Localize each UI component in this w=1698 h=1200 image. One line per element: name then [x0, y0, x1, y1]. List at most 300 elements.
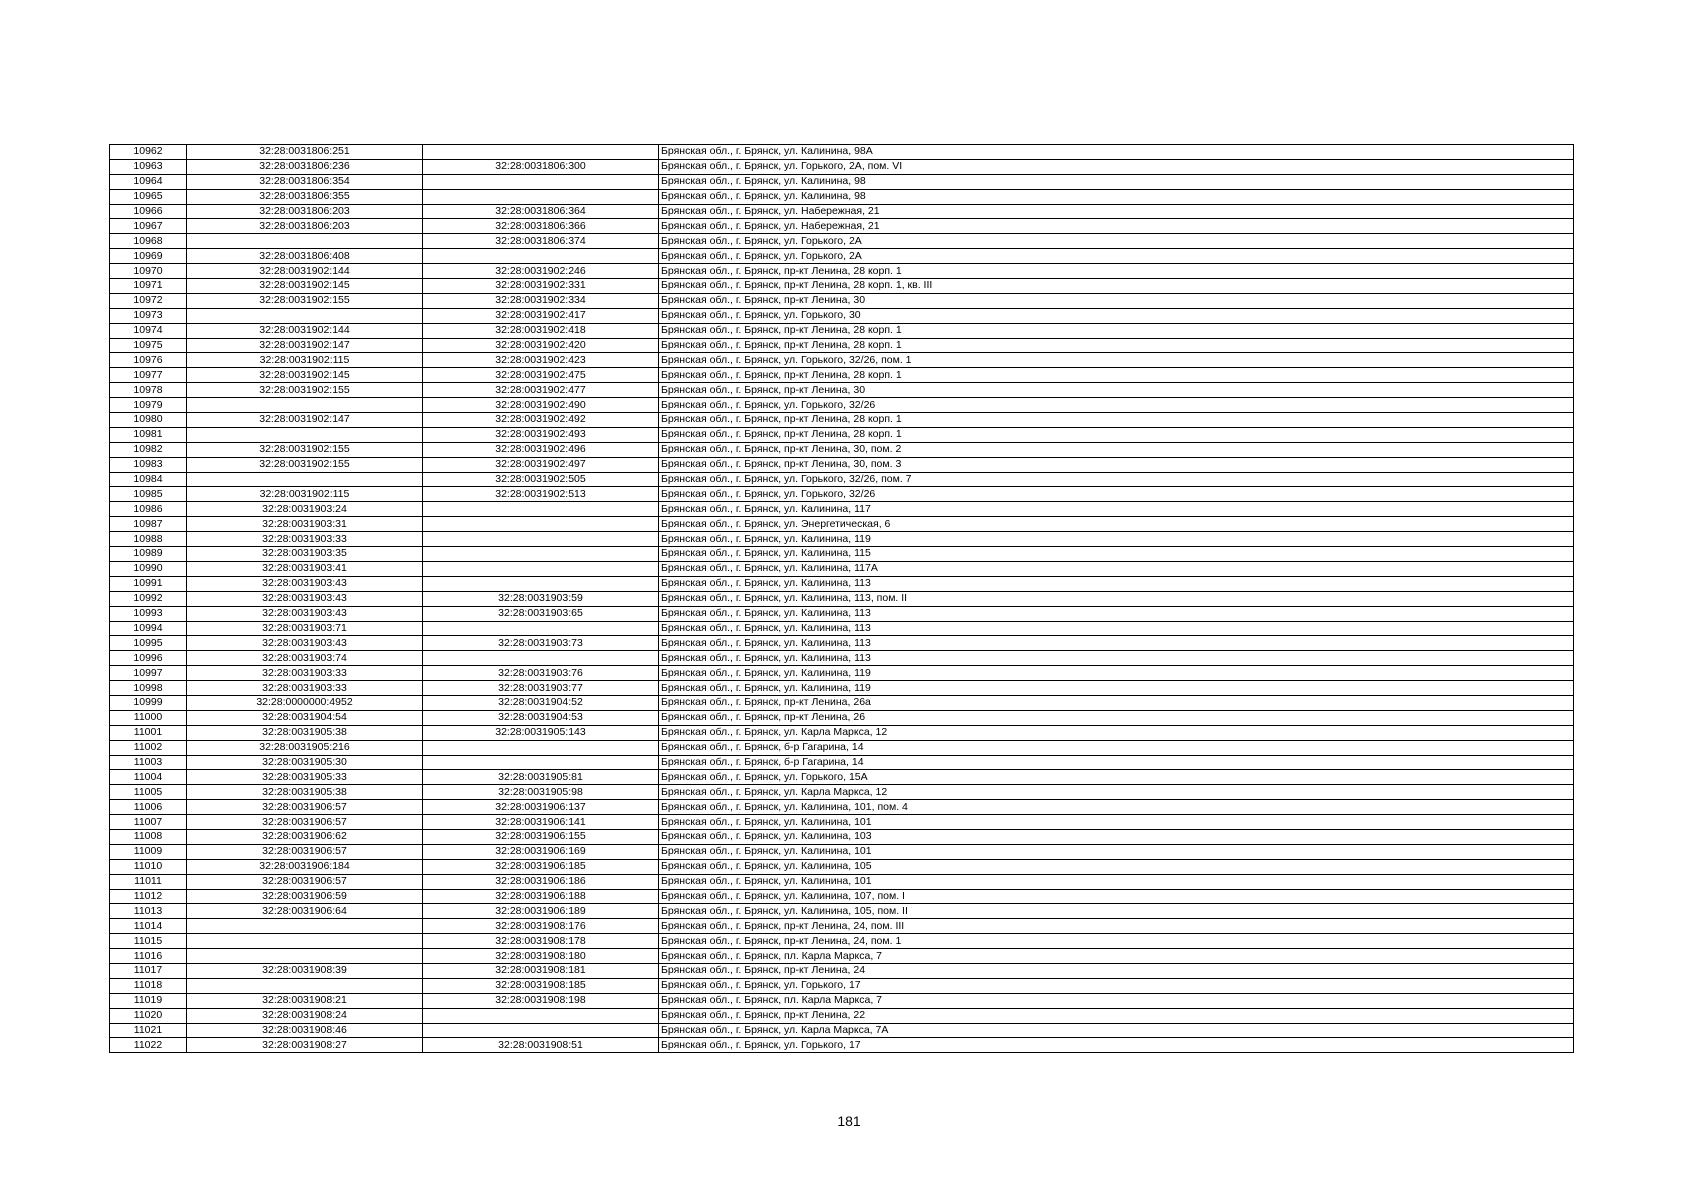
related-cadastral-number-cell	[423, 145, 659, 160]
table-row	[110, 353, 1574, 368]
related-cadastral-number-cell: 32:28:0031908:176	[423, 919, 659, 934]
table-row	[110, 666, 1574, 681]
related-cadastral-number-cell: 32:28:0031902:496	[423, 442, 659, 457]
cadastral-number-cell: 32:28:0031908:24	[187, 1008, 423, 1023]
address-cell: Брянская обл., г. Брянск, пр-кт Ленина, 24, пом. III	[659, 919, 1574, 934]
cadastral-number-cell: 32:28:0031908:21	[187, 993, 423, 1008]
table-row	[110, 695, 1574, 710]
row-number-cell: 10985	[110, 487, 187, 502]
table-row	[110, 561, 1574, 576]
table-row	[110, 1038, 1574, 1053]
address-cell: Брянская обл., г. Брянск, ул. Калинина, 119	[659, 666, 1574, 681]
table-row	[110, 919, 1574, 934]
table-row	[110, 800, 1574, 815]
table-row	[110, 1023, 1574, 1038]
cadastral-number-cell	[187, 234, 423, 249]
cadastral-number-cell: 32:28:0031903:43	[187, 636, 423, 651]
related-cadastral-number-cell: 32:28:0031906:137	[423, 800, 659, 815]
related-cadastral-number-cell	[423, 532, 659, 547]
address-cell: Брянская обл., г. Брянск, ул. Калинина, 98	[659, 174, 1574, 189]
table-row	[110, 636, 1574, 651]
registry-table	[109, 144, 1574, 1053]
related-cadastral-number-cell: 32:28:0031902:513	[423, 487, 659, 502]
row-number-cell: 11020	[110, 1008, 187, 1023]
related-cadastral-number-cell: 32:28:0031806:300	[423, 159, 659, 174]
table-row	[110, 547, 1574, 562]
table-row	[110, 308, 1574, 323]
address-cell: Брянская обл., г. Брянск, пр-кт Ленина, 24	[659, 963, 1574, 978]
address-cell: Брянская обл., г. Брянск, ул. Калинина, 98А	[659, 145, 1574, 160]
related-cadastral-number-cell: 32:28:0031908:185	[423, 978, 659, 993]
address-cell: Брянская обл., г. Брянск, пл. Карла Маркса, 7	[659, 949, 1574, 964]
cadastral-number-cell: 32:28:0031908:46	[187, 1023, 423, 1038]
address-cell: Брянская обл., г. Брянск, ул. Карла Маркса, 12	[659, 725, 1574, 740]
row-number-cell: 11007	[110, 815, 187, 830]
table-row	[110, 442, 1574, 457]
cadastral-number-cell: 32:28:0031902:145	[187, 279, 423, 294]
row-number-cell: 10987	[110, 517, 187, 532]
address-cell: Брянская обл., г. Брянск, пр-кт Ленина, 24, пом. 1	[659, 934, 1574, 949]
table-row	[110, 264, 1574, 279]
cadastral-number-cell: 32:28:0031908:39	[187, 963, 423, 978]
related-cadastral-number-cell: 32:28:0031905:98	[423, 785, 659, 800]
cadastral-number-cell: 32:28:0031905:30	[187, 755, 423, 770]
related-cadastral-number-cell: 32:28:0031903:73	[423, 636, 659, 651]
related-cadastral-number-cell: 32:28:0031806:374	[423, 234, 659, 249]
address-cell: Брянская обл., г. Брянск, ул. Горького, 2А, пом. VI	[659, 159, 1574, 174]
related-cadastral-number-cell: 32:28:0031902:423	[423, 353, 659, 368]
row-number-cell: 10983	[110, 457, 187, 472]
cadastral-number-cell	[187, 949, 423, 964]
cadastral-number-cell	[187, 427, 423, 442]
row-number-cell: 10964	[110, 174, 187, 189]
cadastral-number-cell: 32:28:0031903:24	[187, 502, 423, 517]
table-row	[110, 293, 1574, 308]
row-number-cell: 10993	[110, 606, 187, 621]
related-cadastral-number-cell: 32:28:0031806:366	[423, 219, 659, 234]
row-number-cell: 11001	[110, 725, 187, 740]
cadastral-number-cell: 32:28:0031905:216	[187, 740, 423, 755]
table-row	[110, 770, 1574, 785]
related-cadastral-number-cell: 32:28:0031902:475	[423, 368, 659, 383]
row-number-cell: 10978	[110, 383, 187, 398]
address-cell: Брянская обл., г. Брянск, ул. Горького, 17	[659, 1038, 1574, 1053]
cadastral-number-cell: 32:28:0031905:33	[187, 770, 423, 785]
cadastral-number-cell: 32:28:0031903:43	[187, 591, 423, 606]
table-row	[110, 204, 1574, 219]
related-cadastral-number-cell: 32:28:0031904:53	[423, 710, 659, 725]
row-number-cell: 10984	[110, 472, 187, 487]
address-cell: Брянская обл., г. Брянск, пр-кт Ленина, 28 корп. 1	[659, 427, 1574, 442]
related-cadastral-number-cell	[423, 517, 659, 532]
row-number-cell: 10970	[110, 264, 187, 279]
related-cadastral-number-cell	[423, 621, 659, 636]
table-row	[110, 517, 1574, 532]
row-number-cell: 11016	[110, 949, 187, 964]
address-cell: Брянская обл., г. Брянск, пр-кт Ленина, 30, пом. 2	[659, 442, 1574, 457]
row-number-cell: 10976	[110, 353, 187, 368]
row-number-cell: 11021	[110, 1023, 187, 1038]
row-number-cell: 10999	[110, 695, 187, 710]
related-cadastral-number-cell: 32:28:0031902:497	[423, 457, 659, 472]
row-number-cell: 11017	[110, 963, 187, 978]
address-cell: Брянская обл., г. Брянск, ул. Калинина, 113	[659, 636, 1574, 651]
related-cadastral-number-cell: 32:28:0031904:52	[423, 695, 659, 710]
row-number-cell: 10995	[110, 636, 187, 651]
cadastral-number-cell: 32:28:0031806:203	[187, 219, 423, 234]
address-cell: Брянская обл., г. Брянск, пр-кт Ленина, 30, пом. 3	[659, 457, 1574, 472]
row-number-cell: 10965	[110, 189, 187, 204]
table-row	[110, 279, 1574, 294]
cadastral-number-cell: 32:28:0031906:57	[187, 815, 423, 830]
row-number-cell: 10986	[110, 502, 187, 517]
address-cell: Брянская обл., г. Брянск, ул. Калинина, 119	[659, 532, 1574, 547]
row-number-cell: 11014	[110, 919, 187, 934]
cadastral-number-cell: 32:28:0031806:236	[187, 159, 423, 174]
row-number-cell: 11000	[110, 710, 187, 725]
address-cell: Брянская обл., г. Брянск, ул. Калинина, 117А	[659, 561, 1574, 576]
row-number-cell: 10968	[110, 234, 187, 249]
address-cell: Брянская обл., г. Брянск, ул. Калинина, 115	[659, 547, 1574, 562]
row-number-cell: 10972	[110, 293, 187, 308]
row-number-cell: 11011	[110, 874, 187, 889]
address-cell: Брянская обл., г. Брянск, ул. Калинина, 107, пом. I	[659, 889, 1574, 904]
related-cadastral-number-cell: 32:28:0031906:188	[423, 889, 659, 904]
related-cadastral-number-cell: 32:28:0031908:181	[423, 963, 659, 978]
table-row	[110, 413, 1574, 428]
related-cadastral-number-cell	[423, 174, 659, 189]
related-cadastral-number-cell: 32:28:0031902:246	[423, 264, 659, 279]
address-cell: Брянская обл., г. Брянск, ул. Калинина, 101, пом. 4	[659, 800, 1574, 815]
registry-body	[110, 145, 1574, 1053]
row-number-cell: 10963	[110, 159, 187, 174]
row-number-cell: 10962	[110, 145, 187, 160]
cadastral-number-cell: 32:28:0031902:147	[187, 413, 423, 428]
cadastral-number-cell: 32:28:0031906:57	[187, 844, 423, 859]
address-cell: Брянская обл., г. Брянск, ул. Калинина, 105	[659, 859, 1574, 874]
row-number-cell: 10977	[110, 368, 187, 383]
address-cell: Брянская обл., г. Брянск, ул. Калинина, 101	[659, 815, 1574, 830]
cadastral-number-cell: 32:28:0031903:33	[187, 532, 423, 547]
page-number: 181	[837, 1113, 861, 1129]
table-row	[110, 651, 1574, 666]
address-cell: Брянская обл., г. Брянск, пр-кт Ленина, 28 корп. 1	[659, 323, 1574, 338]
cadastral-number-cell: 32:28:0031906:64	[187, 904, 423, 919]
row-number-cell: 11004	[110, 770, 187, 785]
table-row	[110, 398, 1574, 413]
related-cadastral-number-cell: 32:28:0031902:418	[423, 323, 659, 338]
row-number-cell: 10966	[110, 204, 187, 219]
row-number-cell: 10990	[110, 561, 187, 576]
address-cell: Брянская обл., г. Брянск, пр-кт Ленина, 22	[659, 1008, 1574, 1023]
address-cell: Брянская обл., г. Брянск, пр-кт Ленина, 28 корп. 1	[659, 264, 1574, 279]
address-cell: Брянская обл., г. Брянск, пр-кт Ленина, 28 корп. 1	[659, 413, 1574, 428]
address-cell: Брянская обл., г. Брянск, ул. Карла Маркса, 12	[659, 785, 1574, 800]
related-cadastral-number-cell: 32:28:0031903:77	[423, 681, 659, 696]
row-number-cell: 11009	[110, 844, 187, 859]
cadastral-number-cell: 32:28:0031902:155	[187, 442, 423, 457]
address-cell: Брянская обл., г. Брянск, ул. Горького, 2А	[659, 249, 1574, 264]
address-cell: Брянская обл., г. Брянск, пр-кт Ленина, 30	[659, 383, 1574, 398]
address-cell: Брянская обл., г. Брянск, ул. Калинина, 113	[659, 651, 1574, 666]
row-number-cell: 11006	[110, 800, 187, 815]
cadastral-number-cell: 32:28:0031903:71	[187, 621, 423, 636]
table-row	[110, 323, 1574, 338]
table-row	[110, 606, 1574, 621]
table-row	[110, 174, 1574, 189]
table-row	[110, 829, 1574, 844]
address-cell: Брянская обл., г. Брянск, ул. Горького, 2А	[659, 234, 1574, 249]
related-cadastral-number-cell	[423, 189, 659, 204]
related-cadastral-number-cell: 32:28:0031903:59	[423, 591, 659, 606]
cadastral-number-cell: 32:28:0031902:144	[187, 323, 423, 338]
table-row	[110, 472, 1574, 487]
address-cell: Брянская обл., г. Брянск, ул. Горького, 15А	[659, 770, 1574, 785]
address-cell: Брянская обл., г. Брянск, б-р Гагарина, 14	[659, 740, 1574, 755]
related-cadastral-number-cell: 32:28:0031902:420	[423, 338, 659, 353]
row-number-cell: 10988	[110, 532, 187, 547]
address-cell: Брянская обл., г. Брянск, ул. Горького, 30	[659, 308, 1574, 323]
row-number-cell: 11002	[110, 740, 187, 755]
address-cell: Брянская обл., г. Брянск, ул. Калинина, 113	[659, 606, 1574, 621]
address-cell: Брянская обл., г. Брянск, ул. Горького, 32/26, пом. 1	[659, 353, 1574, 368]
related-cadastral-number-cell: 32:28:0031906:141	[423, 815, 659, 830]
table-row	[110, 487, 1574, 502]
address-cell: Брянская обл., г. Брянск, б-р Гагарина, 14	[659, 755, 1574, 770]
row-number-cell: 11018	[110, 978, 187, 993]
row-number-cell: 10997	[110, 666, 187, 681]
table-row	[110, 904, 1574, 919]
row-number-cell: 11005	[110, 785, 187, 800]
address-cell: Брянская обл., г. Брянск, ул. Горького, 17	[659, 978, 1574, 993]
address-cell: Брянская обл., г. Брянск, пр-кт Ленина, 26а	[659, 695, 1574, 710]
cadastral-number-cell: 32:28:0031902:155	[187, 457, 423, 472]
cadastral-number-cell: 32:28:0031903:43	[187, 576, 423, 591]
related-cadastral-number-cell: 32:28:0031806:364	[423, 204, 659, 219]
row-number-cell: 10981	[110, 427, 187, 442]
row-number-cell: 10996	[110, 651, 187, 666]
table-row	[110, 145, 1574, 160]
address-cell: Брянская обл., г. Брянск, пр-кт Ленина, 28 корп. 1, кв. III	[659, 279, 1574, 294]
address-cell: Брянская обл., г. Брянск, ул. Калинина, 101	[659, 874, 1574, 889]
table-row	[110, 949, 1574, 964]
table-row	[110, 755, 1574, 770]
related-cadastral-number-cell	[423, 1008, 659, 1023]
cadastral-number-cell: 32:28:0031906:59	[187, 889, 423, 904]
related-cadastral-number-cell: 32:28:0031902:334	[423, 293, 659, 308]
row-number-cell: 10992	[110, 591, 187, 606]
table-row	[110, 681, 1574, 696]
cadastral-number-cell: 32:28:0031902:147	[187, 338, 423, 353]
table-row	[110, 457, 1574, 472]
cadastral-number-cell: 32:28:0031905:38	[187, 725, 423, 740]
table-row	[110, 978, 1574, 993]
row-number-cell: 10989	[110, 547, 187, 562]
row-number-cell: 10974	[110, 323, 187, 338]
cadastral-number-cell: 32:28:0031806:354	[187, 174, 423, 189]
table-row	[110, 219, 1574, 234]
cadastral-number-cell	[187, 919, 423, 934]
address-cell: Брянская обл., г. Брянск, ул. Набережная, 21	[659, 204, 1574, 219]
address-cell: Брянская обл., г. Брянск, ул. Калинина, 113	[659, 576, 1574, 591]
related-cadastral-number-cell: 32:28:0031902:505	[423, 472, 659, 487]
row-number-cell: 10980	[110, 413, 187, 428]
address-cell: Брянская обл., г. Брянск, ул. Калинина, 98	[659, 189, 1574, 204]
related-cadastral-number-cell	[423, 547, 659, 562]
row-number-cell: 10969	[110, 249, 187, 264]
address-cell: Брянская обл., г. Брянск, ул. Калинина, 117	[659, 502, 1574, 517]
cadastral-number-cell: 32:28:0031906:62	[187, 829, 423, 844]
table-row	[110, 815, 1574, 830]
cadastral-number-cell	[187, 978, 423, 993]
row-number-cell: 11010	[110, 859, 187, 874]
related-cadastral-number-cell	[423, 651, 659, 666]
cadastral-number-cell: 32:28:0031806:355	[187, 189, 423, 204]
table-row	[110, 993, 1574, 1008]
address-cell: Брянская обл., г. Брянск, пр-кт Ленина, 28 корп. 1	[659, 338, 1574, 353]
row-number-cell: 11012	[110, 889, 187, 904]
table-row	[110, 710, 1574, 725]
row-number-cell: 11019	[110, 993, 187, 1008]
related-cadastral-number-cell: 32:28:0031905:143	[423, 725, 659, 740]
cadastral-number-cell: 32:28:0031903:43	[187, 606, 423, 621]
cadastral-number-cell: 32:28:0031908:27	[187, 1038, 423, 1053]
table-row	[110, 621, 1574, 636]
related-cadastral-number-cell	[423, 1023, 659, 1038]
cadastral-number-cell: 32:28:0031902:155	[187, 293, 423, 308]
table-row	[110, 234, 1574, 249]
table-row	[110, 576, 1574, 591]
related-cadastral-number-cell	[423, 249, 659, 264]
cadastral-number-cell: 32:28:0031806:251	[187, 145, 423, 160]
table-row	[110, 338, 1574, 353]
address-cell: Брянская обл., г. Брянск, пл. Карла Маркса, 7	[659, 993, 1574, 1008]
cadastral-number-cell: 32:28:0031903:35	[187, 547, 423, 562]
address-cell: Брянская обл., г. Брянск, ул. Горького, 32/26	[659, 487, 1574, 502]
row-number-cell: 10967	[110, 219, 187, 234]
row-number-cell: 10979	[110, 398, 187, 413]
related-cadastral-number-cell	[423, 502, 659, 517]
table-row	[110, 368, 1574, 383]
row-number-cell: 11015	[110, 934, 187, 949]
related-cadastral-number-cell	[423, 561, 659, 576]
address-cell: Брянская обл., г. Брянск, ул. Набережная, 21	[659, 219, 1574, 234]
cadastral-number-cell: 32:28:0031904:54	[187, 710, 423, 725]
related-cadastral-number-cell	[423, 740, 659, 755]
table-row	[110, 591, 1574, 606]
related-cadastral-number-cell: 32:28:0031906:169	[423, 844, 659, 859]
related-cadastral-number-cell: 32:28:0031903:76	[423, 666, 659, 681]
cadastral-number-cell: 32:28:0031906:57	[187, 874, 423, 889]
table-row	[110, 725, 1574, 740]
related-cadastral-number-cell: 32:28:0031903:65	[423, 606, 659, 621]
address-cell: Брянская обл., г. Брянск, пр-кт Ленина, 30	[659, 293, 1574, 308]
related-cadastral-number-cell: 32:28:0031906:189	[423, 904, 659, 919]
cadastral-number-cell: 32:28:0031806:203	[187, 204, 423, 219]
cadastral-number-cell: 32:28:0031903:31	[187, 517, 423, 532]
row-number-cell: 10973	[110, 308, 187, 323]
cadastral-number-cell: 32:28:0031902:144	[187, 264, 423, 279]
related-cadastral-number-cell	[423, 755, 659, 770]
related-cadastral-number-cell: 32:28:0031902:492	[423, 413, 659, 428]
table-row	[110, 859, 1574, 874]
cadastral-number-cell: 32:28:0031905:38	[187, 785, 423, 800]
address-cell: Брянская обл., г. Брянск, ул. Калинина, 103	[659, 829, 1574, 844]
related-cadastral-number-cell: 32:28:0031908:180	[423, 949, 659, 964]
address-cell: Брянская обл., г. Брянск, ул. Горького, 32/26	[659, 398, 1574, 413]
row-number-cell: 10971	[110, 279, 187, 294]
table-row	[110, 963, 1574, 978]
address-cell: Брянская обл., г. Брянск, ул. Калинина, 101	[659, 844, 1574, 859]
related-cadastral-number-cell: 32:28:0031902:417	[423, 308, 659, 323]
row-number-cell: 10975	[110, 338, 187, 353]
cadastral-number-cell: 32:28:0031906:184	[187, 859, 423, 874]
related-cadastral-number-cell: 32:28:0031905:81	[423, 770, 659, 785]
table-row	[110, 159, 1574, 174]
related-cadastral-number-cell: 32:28:0031908:51	[423, 1038, 659, 1053]
cadastral-number-cell	[187, 308, 423, 323]
cadastral-number-cell: 32:28:0000000:4952	[187, 695, 423, 710]
related-cadastral-number-cell: 32:28:0031906:155	[423, 829, 659, 844]
address-cell: Брянская обл., г. Брянск, пр-кт Ленина, 26	[659, 710, 1574, 725]
table-row	[110, 889, 1574, 904]
cadastral-number-cell: 32:28:0031903:41	[187, 561, 423, 576]
address-cell: Брянская обл., г. Брянск, пр-кт Ленина, 28 корп. 1	[659, 368, 1574, 383]
row-number-cell: 10998	[110, 681, 187, 696]
row-number-cell: 11013	[110, 904, 187, 919]
cadastral-number-cell	[187, 398, 423, 413]
cadastral-number-cell: 32:28:0031902:115	[187, 353, 423, 368]
related-cadastral-number-cell: 32:28:0031906:185	[423, 859, 659, 874]
address-cell: Брянская обл., г. Брянск, ул. Калинина, 113, пом. II	[659, 591, 1574, 606]
related-cadastral-number-cell: 32:28:0031908:178	[423, 934, 659, 949]
table-row	[110, 874, 1574, 889]
row-number-cell: 11003	[110, 755, 187, 770]
table-row	[110, 785, 1574, 800]
row-number-cell: 10982	[110, 442, 187, 457]
table-row	[110, 189, 1574, 204]
cadastral-number-cell: 32:28:0031902:115	[187, 487, 423, 502]
related-cadastral-number-cell: 32:28:0031906:186	[423, 874, 659, 889]
related-cadastral-number-cell	[423, 576, 659, 591]
address-cell: Брянская обл., г. Брянск, ул. Карла Маркса, 7А	[659, 1023, 1574, 1038]
cadastral-number-cell: 32:28:0031902:145	[187, 368, 423, 383]
table-row	[110, 934, 1574, 949]
cadastral-number-cell: 32:28:0031903:33	[187, 681, 423, 696]
related-cadastral-number-cell: 32:28:0031902:331	[423, 279, 659, 294]
address-cell: Брянская обл., г. Брянск, ул. Калинина, 119	[659, 681, 1574, 696]
row-number-cell: 11008	[110, 829, 187, 844]
cadastral-number-cell: 32:28:0031806:408	[187, 249, 423, 264]
table-row	[110, 1008, 1574, 1023]
related-cadastral-number-cell: 32:28:0031902:477	[423, 383, 659, 398]
table-row	[110, 383, 1574, 398]
address-cell: Брянская обл., г. Брянск, ул. Калинина, 105, пом. II	[659, 904, 1574, 919]
row-number-cell: 10994	[110, 621, 187, 636]
table-row	[110, 427, 1574, 442]
row-number-cell: 10991	[110, 576, 187, 591]
cadastral-number-cell: 32:28:0031903:33	[187, 666, 423, 681]
cadastral-number-cell: 32:28:0031906:57	[187, 800, 423, 815]
table-row	[110, 740, 1574, 755]
table-row	[110, 844, 1574, 859]
cadastral-number-cell: 32:28:0031903:74	[187, 651, 423, 666]
table-row	[110, 249, 1574, 264]
address-cell: Брянская обл., г. Брянск, ул. Энергетическая, 6	[659, 517, 1574, 532]
table-row	[110, 502, 1574, 517]
address-cell: Брянская обл., г. Брянск, ул. Калинина, 113	[659, 621, 1574, 636]
related-cadastral-number-cell: 32:28:0031902:490	[423, 398, 659, 413]
